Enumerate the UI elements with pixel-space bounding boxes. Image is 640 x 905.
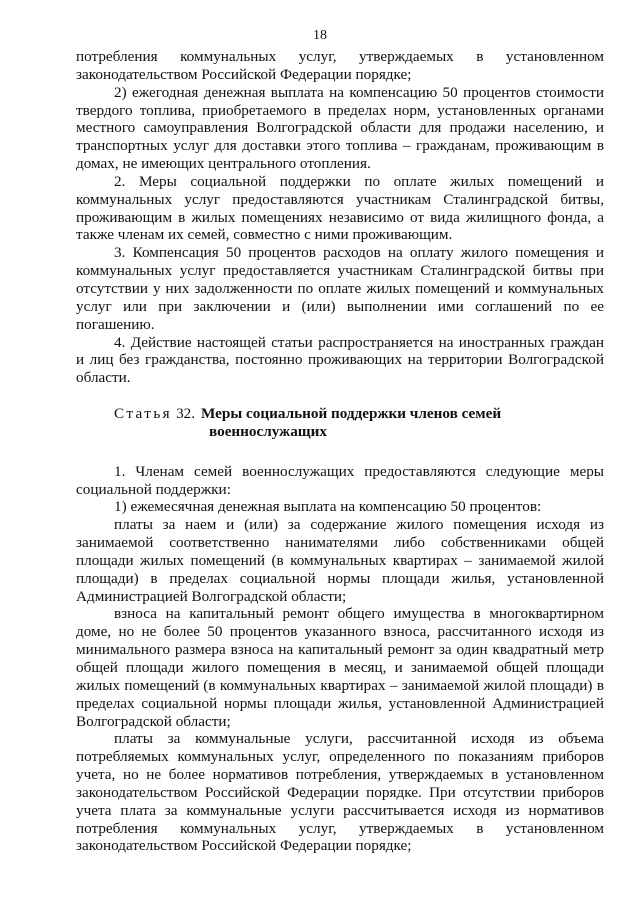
document-body (76, 48, 604, 855)
paragraph-utilities: платы за коммунальные услуги, рассчитанной исходя из объема потребляемых коммунальных услуг, определенного по показаниям приборов учета, но не более нормативов потребления, утверждаемых в установленном законодательством Российской Федерации порядке. При отсутствии приборов учета плата за коммунальные услуги рассчитывается исходя из нормативов потребления коммунальных услуг, утверждаемых в установленном законодательством Российской Федерации порядке; (76, 730, 604, 855)
paragraph-article-32-item-1: 1) ежемесячная денежная выплата на компенсацию 50 процентов: (114, 498, 542, 516)
article-heading (76, 405, 604, 441)
paragraph-section-2: 2. Меры социальной поддержки по оплате жилых помещений и коммунальных услуг предоставляются участникам Сталинградской битвы, проживающим в жилых помещениях независимо от вида жилищного фонда, а также членам их семей, совместно с ними проживающим. (76, 172, 604, 244)
page-number: 18 (313, 28, 327, 43)
paragraph-item-2: 2) ежегодная денежная выплата на компенсацию 50 процентов стоимости твердого топлива, приобретаемого в пределах норм, установленных органами местного самоуправления Волгоградской области для продажи населению, и транспортных услуг для доставки этого топлива – гражданам, проживающим в домах, не имеющих центрального отопления. (76, 83, 604, 173)
paragraph-continuation: потребления коммунальных услуг, утверждаемых в установленном законодательством Российской Федерации порядке; (76, 48, 604, 83)
article-title-line2: военнослужащих (209, 422, 327, 440)
paragraph-article-32-section-1: 1. Членам семей военнослужащих предоставляются следующие меры социальной поддержки: (76, 462, 604, 498)
paragraph-section-4: 4. Действие настоящей статьи распространяется на иностранных граждан и лиц без гражданства, постоянно проживающих на территории Волгоградской области. (76, 333, 604, 387)
paragraph-capital-repair: взноса на капитальный ремонт общего имущества в многоквартирном доме, но не более 50 процентов указанного взноса, рассчитанного исходя из минимального размера взноса на капитальный ремонт за один квадратный метр общей площади жилого помещения в месяц, и занимаемой общей площади жилых помещений (в коммунальных квартирах – занимаемой жилой площади) в пределах социальной нормы площади жилья, установленной Администрацией Волгоградской области; (76, 605, 604, 730)
article-number: 32. (176, 405, 196, 423)
article-title-line1: Меры социальной поддержки членов семей (201, 405, 502, 423)
article-label: Статья (114, 405, 173, 423)
paragraph-section-3: 3. Компенсация 50 процентов расходов на оплату жилого помещения и коммунальных услуг предоставляется участникам Сталинградской битвы при отсутствии у них задолженности по оплате жилых помещений и коммунальных услуг или при заключении и (или) выполнении ими соглашений по ее погашению. (76, 244, 604, 333)
paragraph-rent-payment: платы за наем и (или) за содержание жилого помещения исходя из занимаемой соответственно нанимателями либо собственниками общей площади жилых помещений (в коммунальных квартирах – занимаемой жилой площади) в пределах социальной нормы площади жилья, установленной Администрацией Волгоградской области; (76, 516, 604, 605)
